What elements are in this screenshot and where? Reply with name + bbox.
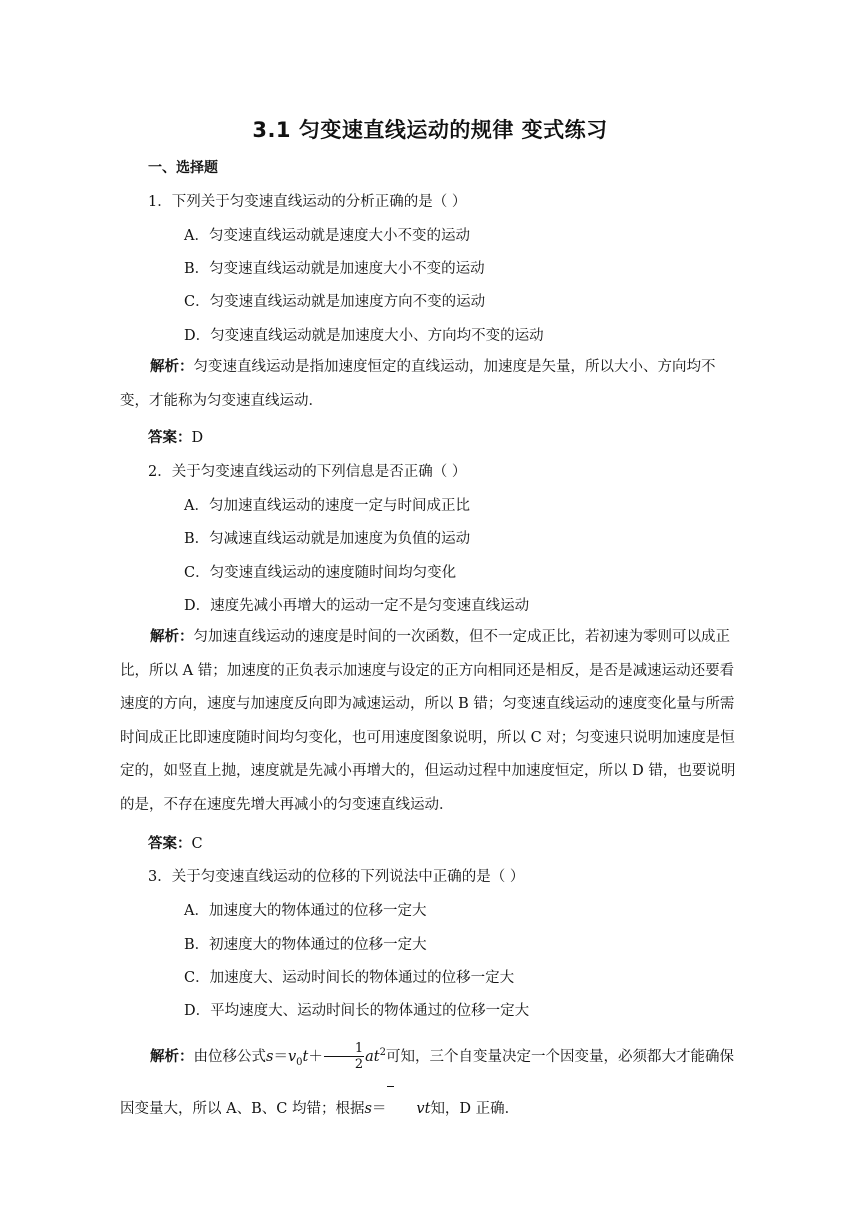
- question-1-answer: [148, 426, 203, 447]
- formula-displacement: $s=v_0t+$ $\frac{1}{2}$ $at^2$: [266, 1041, 386, 1073]
- question-2-option-a: A．匀加速直线运动的速度一定与时间成正比: [184, 498, 470, 514]
- question-2-stem: 2．关于匀变速直线运动的下列信息是否正确（ ）: [148, 464, 467, 480]
- analysis-label: 解析：: [150, 359, 194, 375]
- question-2-option-c: C．匀变速直线运动的速度随时间均匀变化: [184, 565, 457, 581]
- question-3-stem: 3．关于匀变速直线运动的位移的下列说法中正确的是（ ）: [148, 869, 525, 885]
- question-3-option-b: B．初速度大的物体通过的位移一定大: [184, 937, 427, 953]
- question-1-stem: 1．下列关于匀变速直线运动的分析正确的是（ ）: [148, 194, 467, 210]
- analysis-text: 匀变速直线运动是指加速度恒定的直线运动，加速度是矢量，所以大小、方向均不变，才能称为匀变速直线运动．: [120, 359, 716, 409]
- question-3-option-d: D．平均速度大、运动时间长的物体通过的位移一定大: [184, 1003, 530, 1019]
- question-1-option-d: D．匀变速直线运动就是加速度大小、方向均不变的运动: [184, 328, 544, 344]
- analysis-label: 解析：: [150, 629, 194, 645]
- question-2-option-b: B．匀减速直线运动就是加速度为负值的运动: [184, 531, 471, 547]
- answer-value: C: [191, 836, 203, 852]
- question-1-option-c: C．匀变速直线运动就是加速度方向不变的运动: [184, 294, 486, 310]
- formula-average-velocity: s＝ vt: [364, 1101, 430, 1117]
- page-title: 3.1 匀变速直线运动的规律 变式练习: [252, 118, 608, 142]
- question-2-answer: [148, 832, 203, 853]
- analysis-text-pre: 由位移公式: [193, 1048, 266, 1065]
- question-2-analysis: [120, 621, 740, 822]
- answer-label: 答案：: [148, 430, 192, 446]
- question-3-option-a: A．加速度大的物体通过的位移一定大: [184, 903, 427, 919]
- question-2-option-d: D．速度先减小再增大的运动一定不是匀变速直线运动: [184, 598, 530, 614]
- question-3-option-c: C．加速度大、运动时间长的物体通过的位移一定大: [184, 970, 515, 986]
- question-1-analysis: [120, 351, 740, 418]
- analysis-text-mid: 可知，三个自变量决定一个因变量，必须都大才能确保因变量大，所以 A、B、C 均错；根据: [120, 1048, 734, 1117]
- question-1-option-b: B．匀变速直线运动就是加速度大小不变的运动: [184, 261, 485, 277]
- analysis-text-post: 知，D 正确．: [430, 1100, 520, 1117]
- answer-label: 答案：: [148, 836, 192, 852]
- question-1-option-a: A．匀变速直线运动就是速度大小不变的运动: [184, 228, 470, 244]
- analysis-text: 匀加速直线运动的速度是时间的一次函数，但不一定成正比，若初速为零则可以成正比，所以 A 错；加速度的正负表示加速度与设定的正方向相同还是相反，是否是减速运动还要看速度的方向，速度与加速度反向即为减速运动，所以 B 错；匀变速直线运动的速度变化量与所需时间成正比即速度随时间均匀变化，也可用速度图象说明，所以 C 对；匀变速只说明加速度是恒定的，如竖直上抛，速度就是先减小再增大的，但运动过程中加速度恒定，所以 D 错，也要说明的是，不存在速度先增大再减小的匀变速直线运动．: [120, 629, 736, 813]
- section-heading: 一、选择题: [148, 160, 218, 176]
- analysis-label: 解析：: [150, 1048, 194, 1065]
- question-3-analysis: [120, 1030, 740, 1132]
- answer-value: D: [191, 430, 204, 446]
